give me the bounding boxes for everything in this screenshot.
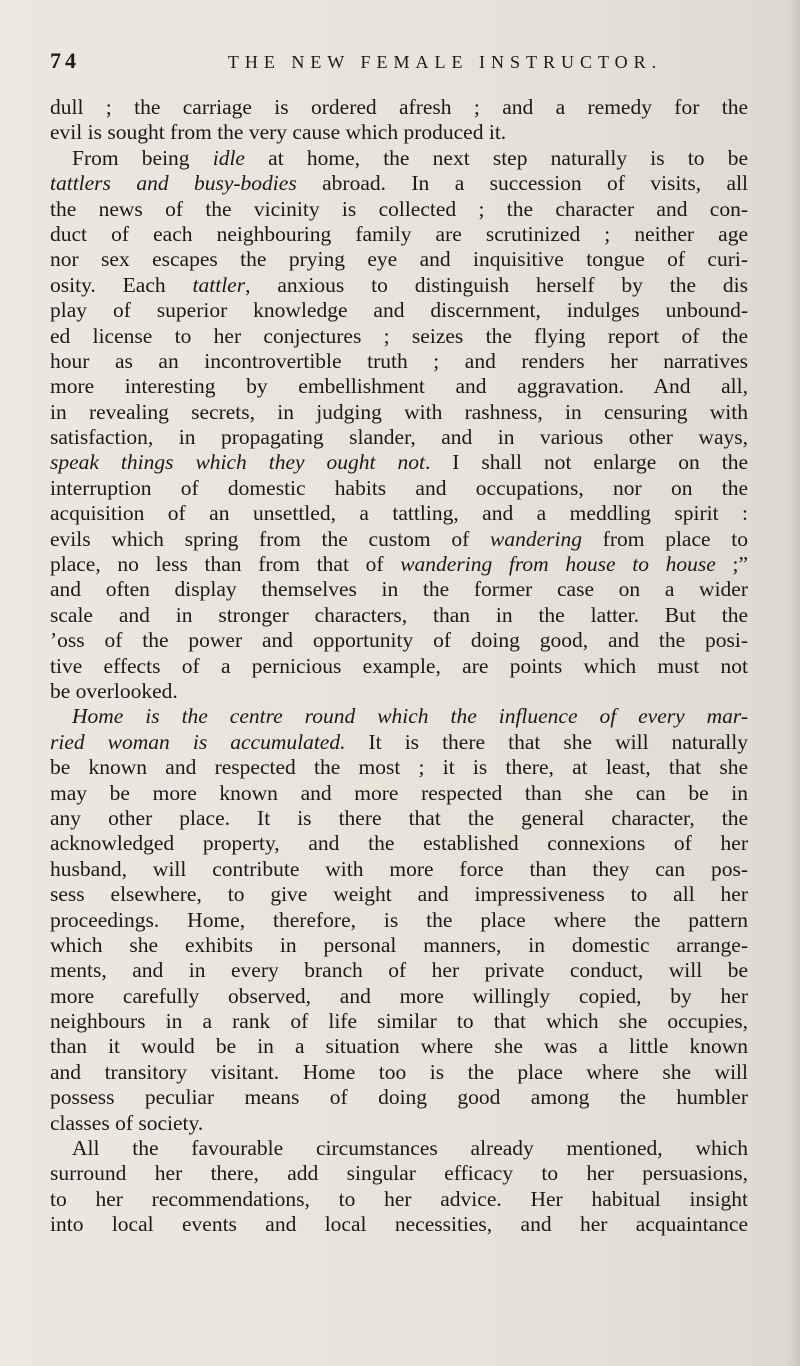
- text-line: and often display themselves in the former case on a wider: [50, 577, 748, 602]
- running-title: THE NEW FEMALE INSTRUCTOR.: [227, 52, 663, 72]
- text-line: dull ; the carriage is ordered afresh ; and a remedy for the: [50, 95, 748, 119]
- text-line: proceedings. Home, therefore, is the place where the pattern: [50, 907, 748, 932]
- text-line: classes of society.: [50, 1110, 204, 1135]
- text-line: into local events and local necessities, and her acquaintance: [50, 1212, 748, 1237]
- text-line: ments, and in every branch of her private conduct, will be: [50, 958, 748, 983]
- text-line: in revealing secrets, in judging with rashness, in censuring with: [50, 399, 748, 424]
- text-line: ed license to her conjectures ; seizes the flying report of the: [50, 323, 748, 348]
- text-line: may be more known and more respected than she can be in: [50, 780, 748, 805]
- text-line: neighbours in a rank of life similar to that which she occupies,: [50, 1009, 748, 1034]
- text-line: duct of each neighbouring family are scrutinized ; neither age: [50, 221, 748, 246]
- text-line: All the favourable circumstances already mentioned, which: [72, 1136, 748, 1161]
- page-number: 74: [50, 48, 80, 73]
- text-line: ried woman is accumulated. It is there that she will naturally: [50, 729, 748, 754]
- text-line: more interesting by embellishment and aggravation. And all,: [50, 374, 748, 399]
- body-text: [50, 95, 748, 1238]
- text-line: any other place. It is there that the general character, the: [50, 805, 748, 830]
- text-line: acquisition of an unsettled, a tattling, and a meddling spirit :: [50, 501, 748, 526]
- text-line: From being idle at home, the next step naturally is to be: [72, 145, 748, 170]
- text-line: interruption of domestic habits and occupations, nor on the: [50, 475, 748, 500]
- text-line: satisfaction, in propagating slander, and in various other ways,: [50, 425, 748, 450]
- text-line: and transitory visitant. Home too is the place where she will: [50, 1059, 748, 1084]
- text-line: acknowledged property, and the established connexions of her: [50, 831, 748, 856]
- text-line: sess elsewhere, to give weight and impressiveness to all her: [50, 882, 748, 907]
- page-edge-shadow: [786, 0, 800, 1366]
- text-line: tive effects of a pernicious example, are points which must not: [50, 653, 748, 678]
- text-line: place, no less than from that of wandering from house to house ;”: [50, 552, 748, 577]
- text-line: tattlers and busy-bodies abroad. In a succession of visits, all: [50, 171, 749, 196]
- text-line: scale and in stronger characters, than in the latter. But the: [50, 602, 748, 627]
- text-line: evil is sought from the very cause which produced it.: [50, 120, 507, 145]
- text-line: hour as an incontrovertible truth ; and renders her narratives: [50, 348, 748, 373]
- text-line: than it would be in a situation where she was a little known: [50, 1034, 748, 1059]
- text-line: be overlooked.: [50, 678, 178, 703]
- text-line: possess peculiar means of doing good among the humbler: [50, 1085, 748, 1110]
- text-line: more carefully observed, and more willingly copied, by her: [50, 983, 748, 1008]
- text-line: to her recommendations, to her advice. Her habitual insight: [50, 1186, 748, 1211]
- text-line: be known and respected the most ; it is there, at least, that she: [50, 755, 748, 780]
- text-line: which she exhibits in personal manners, in domestic arrange-: [50, 932, 748, 957]
- text-line: evils which spring from the custom of wandering from place to: [50, 526, 748, 551]
- text-line: husband, will contribute with more force than they can pos-: [50, 856, 748, 881]
- text-line: osity. Each tattler, anxious to distinguish herself by the dis: [50, 272, 748, 297]
- text-line: speak things which they ought not. I shall not enlarge on the: [50, 450, 748, 475]
- text-line: surround her there, add singular efficacy to her persuasions,: [50, 1161, 748, 1186]
- text-line: play of superior knowledge and discernment, indulges unbound-: [50, 298, 748, 323]
- text-line: the news of the vicinity is collected ; the character and con-: [50, 196, 748, 221]
- text-line: ’oss of the power and opportunity of doing good, and the posi-: [50, 628, 748, 653]
- page-header: [50, 48, 740, 78]
- text-line: nor sex escapes the prying eye and inquisitive tongue of curi-: [50, 247, 748, 272]
- text-line: Home is the centre round which the influence of every mar-: [72, 704, 748, 729]
